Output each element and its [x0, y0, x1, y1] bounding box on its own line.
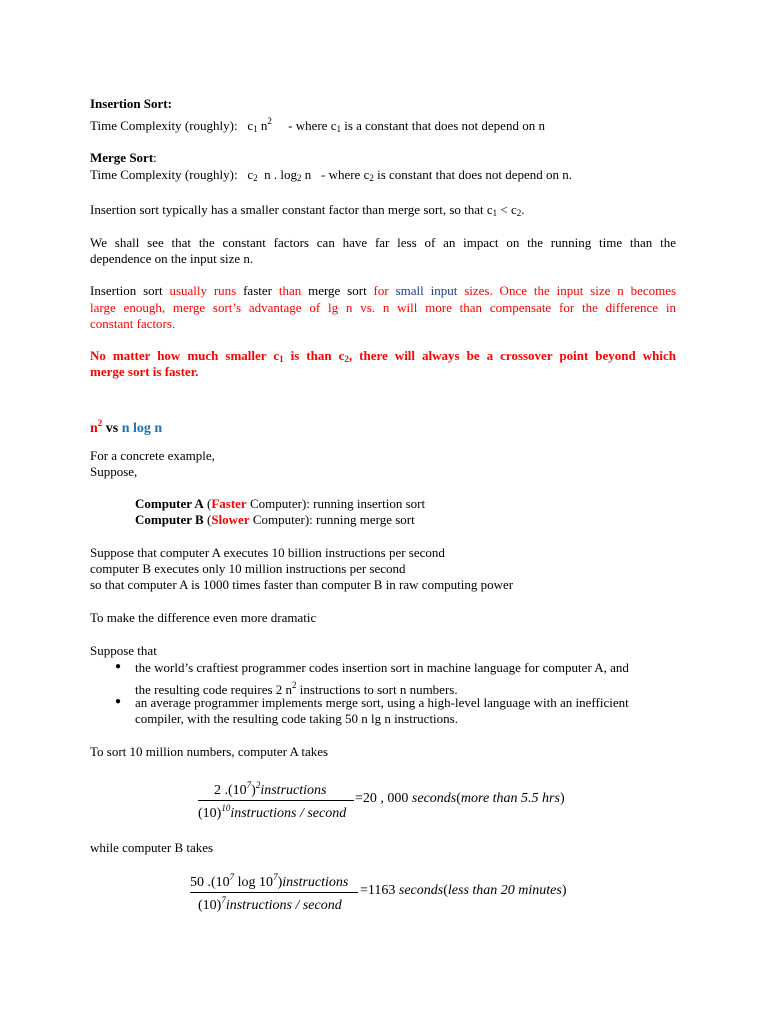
insertion-complexity-prefix: Time Complexity (roughly):: [90, 118, 238, 133]
computer-a-label: Computer A: [135, 496, 204, 511]
sort-intro-line: To sort 10 million numbers, computer A takes: [90, 744, 329, 759]
merge-where: - where c: [320, 167, 370, 182]
computer-b-rest: Computer): running merge sort: [249, 512, 415, 527]
fa-num-coef: 2 .: [214, 783, 228, 798]
fb-num-coef: 50 .: [190, 875, 211, 890]
formula-a-fraction-bar: [198, 800, 354, 801]
p4-sub2: 2: [344, 354, 349, 364]
merge-where-sub: 2: [369, 173, 374, 183]
section-nlogn: n log n: [121, 421, 163, 436]
merge-complexity-prefix: Time Complexity (roughly):: [90, 167, 238, 182]
computer-b-label: Computer B: [135, 512, 204, 527]
fa-note: more than 5.5 hrs: [460, 791, 560, 806]
fb-num-exp: 7: [229, 872, 235, 882]
insertion-where: - where c: [288, 118, 337, 133]
fa-den-word: instructions / second: [230, 806, 347, 821]
insertion-where-sub: 1: [336, 124, 341, 134]
section-n-sup: 2: [97, 418, 103, 428]
p4-a: No matter how much smaller c: [90, 348, 280, 363]
formula-b-denominator: $(10)^7instructions$ / second: [198, 895, 342, 913]
merge-c: c: [247, 167, 254, 182]
computer-a-rest: Computer): running insertion sort: [246, 496, 426, 511]
formula-a-numerator: 2 $.(10^7)^2instructions$: [214, 780, 327, 798]
p1-sub1: 1: [492, 208, 498, 218]
fb-result: 1163: [367, 883, 396, 898]
fb-eq: =: [360, 883, 368, 898]
speed-line-3: so that computer A is 1000 times faster than computer B in raw computing power: [90, 577, 514, 592]
dramatic-line: To make the difference even more dramatic: [90, 610, 317, 625]
fb-note: less than 20 minutes: [447, 883, 562, 898]
bullet-marker-2: ●: [115, 696, 122, 707]
merge-sort-heading-text: Merge Sort: [90, 150, 154, 165]
fa-den-exp: 10: [221, 803, 231, 813]
merge-sort-heading-colon: :: [153, 150, 157, 165]
fa-num-exp: 7: [246, 780, 252, 790]
formula-a-denominator: $(10)^{10}instructions$ / second: [198, 803, 347, 821]
computer-b-line: [135, 512, 415, 528]
fa-num-outer-exp: 2: [255, 780, 261, 790]
bullet1-sup: 2: [292, 680, 297, 690]
fb-num-word: instructions: [282, 875, 349, 890]
merge-expr: n . log: [264, 167, 297, 182]
section-n: n: [90, 421, 98, 436]
computer-b-speed: Slower: [211, 512, 250, 527]
p4-sub1: 1: [279, 354, 284, 364]
formula-b-numerator: 50 $.(10^7$ $\log 10^7)instructions$: [190, 872, 349, 890]
merge-c-sub: 2: [253, 173, 258, 183]
insertion-n-sup: 2: [267, 116, 272, 126]
p3-w6: for: [373, 283, 389, 298]
example-suppose: Suppose,: [90, 464, 138, 479]
bullet1-l2b: instructions to sort n numbers.: [296, 682, 458, 697]
insertion-n: n: [260, 118, 268, 133]
computer-b-open: (: [203, 512, 212, 527]
crossover-paragraph-line1: [90, 283, 676, 299]
p1-mid: < c: [497, 202, 517, 217]
bullet1-line1: the world’s craftiest programmer codes insertion sort in machine language for computer A, and: [135, 660, 629, 675]
merge-expr-tail: n: [304, 167, 312, 182]
p4-c: , there will always be a crossover point beyond which: [348, 348, 676, 363]
insertion-complexity-line: [90, 113, 545, 137]
while-b-line: while computer B takes: [90, 840, 214, 855]
fb-den-word: instructions / second: [225, 898, 342, 913]
fa-den-base: 10: [202, 806, 217, 821]
formula-b: [190, 870, 590, 916]
p4-b: is than c: [283, 348, 345, 363]
speed-line-2: computer B executes only 10 million instructions per second: [90, 561, 406, 576]
impact-paragraph-line1: We shall see that the constant factors can have far less of an impact on the running time than the: [90, 235, 676, 250]
merge-log-sub: 2: [296, 173, 302, 183]
section-heading: [90, 415, 162, 437]
fa-num-base: 10: [232, 783, 247, 798]
fb-den-exp: 7: [221, 895, 226, 905]
fa-result: 20 , 000: [362, 791, 409, 806]
insertion-where-rest: is a constant that does not depend on n: [344, 118, 545, 133]
p3-w4: than: [278, 283, 302, 298]
merge-where-rest: is constant that does not depend on n.: [377, 167, 573, 182]
section-vs: vs: [102, 421, 122, 436]
insertion-sort-heading: Insertion Sort:: [90, 96, 172, 111]
fb-unit: seconds: [398, 883, 444, 898]
fa-num-word: instructions: [260, 783, 327, 798]
merge-complexity-line: [90, 167, 572, 186]
computer-a-open: (: [203, 496, 212, 511]
fb-num-log-exp: 7: [273, 872, 278, 882]
bullet-marker-1: ●: [115, 661, 122, 672]
bullet2-line1: an average programmer implements merge sort, using a high-level language with an inefficient: [135, 695, 629, 710]
computer-a-speed: Faster: [211, 496, 247, 511]
crossover-paragraph-line3: constant factors.: [90, 316, 176, 331]
p1-text: Insertion sort typically has a smaller constant factor than merge sort, so that c: [90, 202, 493, 217]
p3-w5: merge sort: [308, 283, 367, 298]
speed-line-1: Suppose that computer A executes 10 billion instructions per second: [90, 545, 445, 560]
formula-a: [198, 778, 598, 824]
insertion-c: c: [247, 118, 254, 133]
p3-w2: usually runs: [169, 283, 237, 298]
crossover-paragraph-line2: large enough, merge sort’s advantage of lg n vs. n will more than compensate for the difference in: [90, 300, 676, 315]
constant-factor-paragraph: [90, 202, 525, 221]
fb-den-base: 10: [202, 898, 217, 913]
suppose-that-line: Suppose that: [90, 643, 157, 658]
fb-num-base: 10: [215, 875, 230, 890]
insertion-c-sub: 1: [253, 124, 258, 134]
formula-a-result: =20 , 000 seconds(more than 5.5 hrs): [355, 791, 565, 806]
p1-sub2: 2: [516, 208, 522, 218]
impact-paragraph-line2: dependence on the input size n.: [90, 251, 254, 266]
fa-eq: =: [355, 791, 363, 806]
merge-sort-heading: [90, 150, 157, 166]
p3-w7: small input: [395, 283, 458, 298]
computer-a-line: [135, 496, 425, 512]
formula-b-fraction-bar: [190, 892, 358, 893]
p3-w1: Insertion sort: [90, 283, 163, 298]
p1-end: .: [521, 202, 525, 217]
no-matter-paragraph-line2: merge sort is faster.: [90, 364, 199, 379]
fb-num-log: log 10: [237, 875, 274, 890]
bullet1-l2a: the resulting code requires 2 n: [135, 682, 293, 697]
example-intro: For a concrete example,: [90, 448, 215, 463]
bullet2-line2: compiler, with the resulting code taking 50 n lg n instructions.: [135, 711, 458, 726]
formula-b-result: =1163 seconds(less than 20 minutes): [360, 883, 567, 898]
p3-w8: sizes. Once the input size n becomes: [464, 283, 677, 298]
p3-w3: faster: [243, 283, 272, 298]
fa-unit: seconds: [411, 791, 457, 806]
